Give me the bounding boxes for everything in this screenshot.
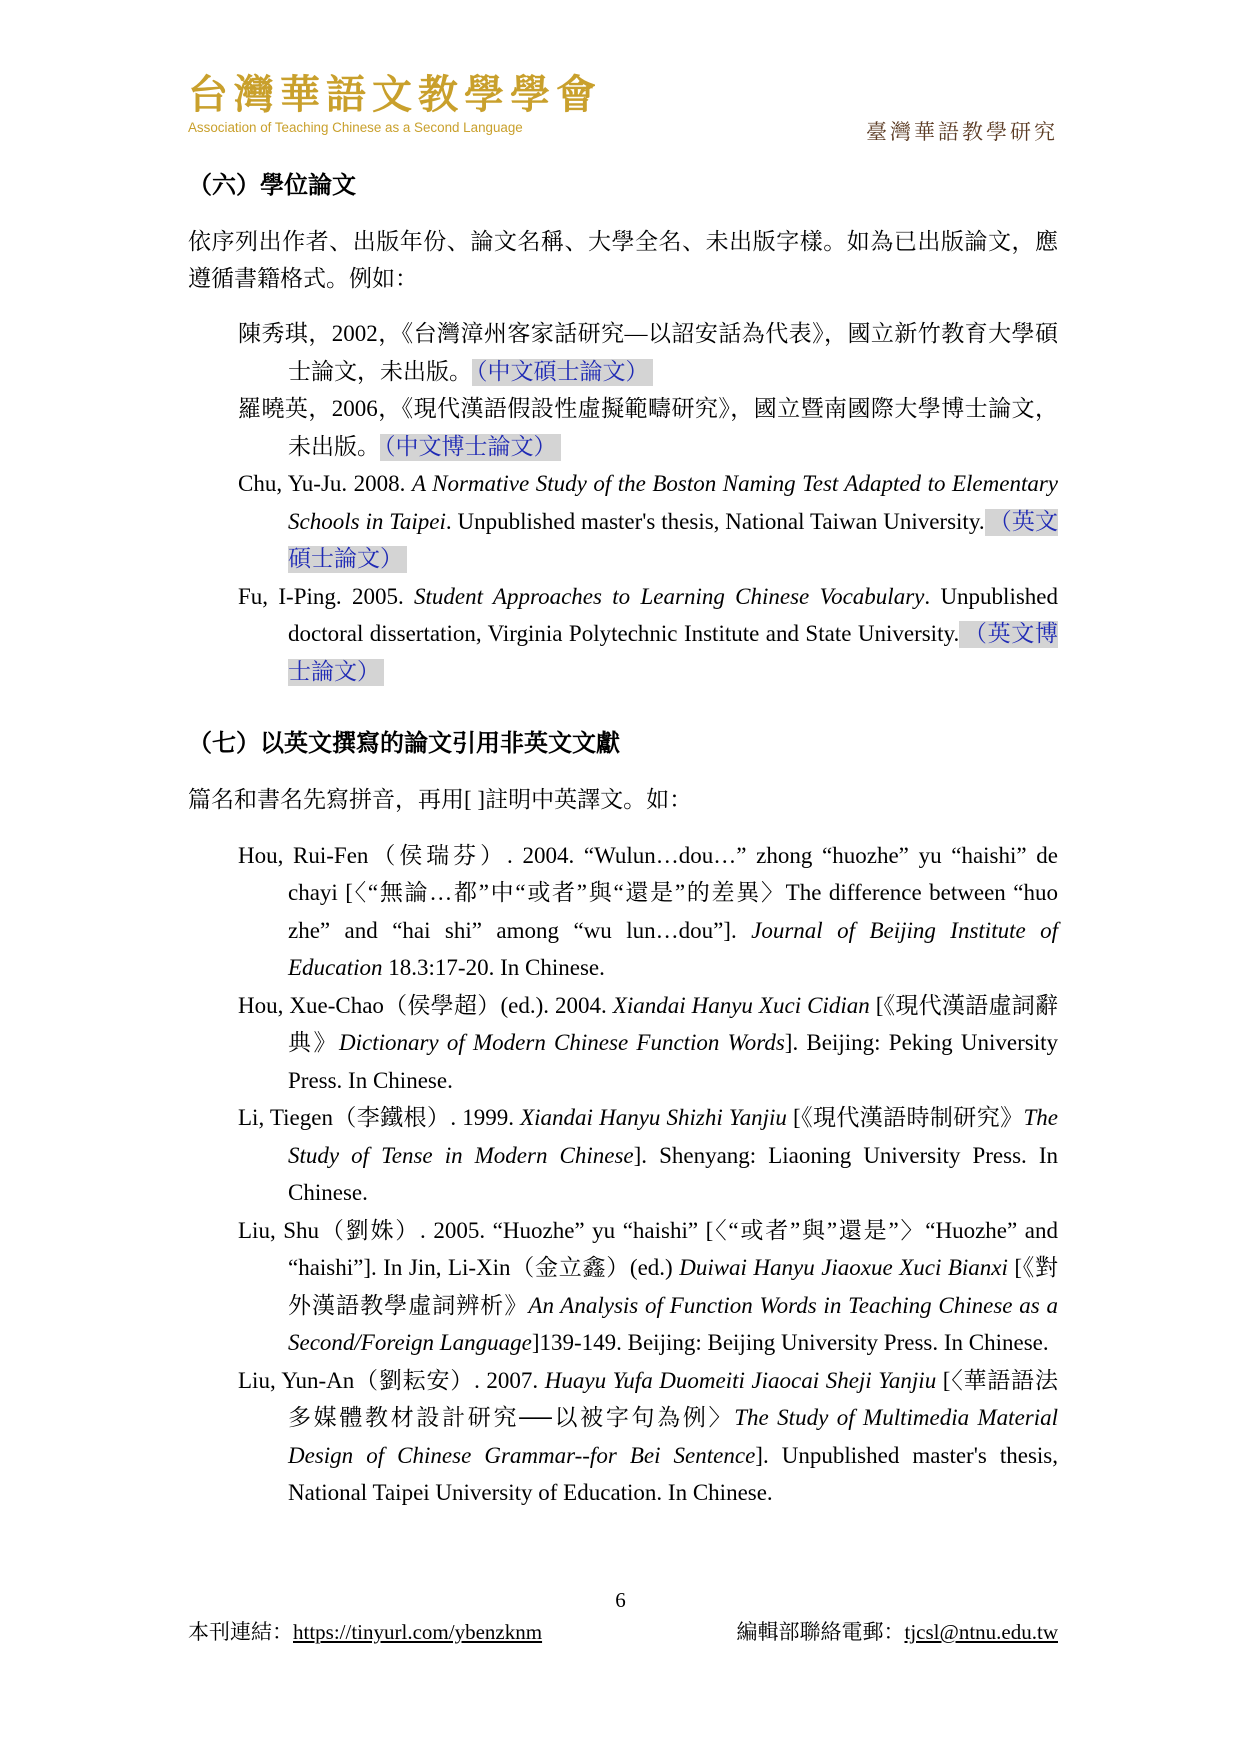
logo-english-text: Association of Teaching Chinese as a Second Language: [188, 120, 523, 135]
association-logo: [188, 71, 602, 136]
reference-item: [238, 1099, 1058, 1212]
reference-text: ]. Shenyang: Liaoning University Press. In Chinese.: [288, 1142, 1058, 1205]
reference-title: An Analysis of Function Words in Teaching Chinese as a Second/Foreign Language: [288, 1292, 1059, 1355]
reference-text: Fu, I-Ping. 2005.: [238, 583, 415, 609]
reference-item: [238, 578, 1058, 691]
reference-title: Xiandai Hanyu Shizhi Yanjiu: [520, 1105, 787, 1130]
reference-item: [238, 987, 1058, 1100]
reference-text: [《對外漢語教學虛詞辨析》: [288, 1255, 1058, 1318]
reference-text: [《現代漢語時制研究》: [786, 1105, 1024, 1130]
reference-list-degree-theses: [188, 315, 1058, 690]
footer-email-label: 編輯部聯絡電郵：: [736, 1620, 905, 1644]
reference-text: ]. Beijing: Peking University Press. In Chinese.: [288, 1030, 1059, 1093]
reference-text: 18.3:17-20. In Chinese.: [382, 955, 605, 980]
annotation-tag: （英文博士論文）: [288, 621, 1058, 684]
reference-title: Journal of Beijing Institute of Education: [288, 917, 1058, 980]
reference-title: Xiandai Hanyu Xuci Cidian: [612, 992, 870, 1018]
footer-link-label: 本刊連結：: [188, 1620, 293, 1644]
journal-title: 臺灣華語教學研究: [866, 120, 1058, 144]
section-heading-degree-theses: （六）學位論文: [188, 173, 356, 199]
reference-text: Liu, Shu（劉姝）. 2005. “Huozhe” yu “haishi” [〈“或者”與”還是”〉“Huozhe” and “haishi”]. In Jin, Li-Xin（金立鑫）(ed.): [238, 1217, 1058, 1280]
reference-title: The Study of Tense in Modern Chinese: [288, 1105, 1058, 1168]
reference-text: Hou, Xue-Chao（侯學超）(ed.). 2004.: [238, 992, 613, 1018]
section-spacer: [188, 690, 1058, 726]
reference-item: [238, 1362, 1058, 1512]
reference-text: Hou, Rui-Fen（侯瑞芬）. 2004. “Wulun…dou…” zhong “huozhe” yu “haishi” de chayi [〈“無論…都”中“或者”與“還是”的差異〉The difference between “huo zhe” and “hai shi” among “wu lun…dou”].: [238, 842, 1058, 943]
journal-url-link[interactable]: https://tinyurl.com/ybenzknm: [293, 1620, 543, 1644]
reference-title: Student Approaches to Learning Chinese Vocabulary: [414, 583, 925, 609]
reference-text: Liu, Yun-An（劉耘安）. 2007.: [238, 1367, 545, 1393]
reference-item: [238, 1212, 1058, 1362]
section-intro-degree-theses: 依序列出作者、出版年份、論文名稱、大學全名、未出版字樣。如為已出版論文，應遵循書籍格式。例如：: [188, 229, 1058, 291]
reference-text: . Unpublished master's thesis, National Taiwan University.: [445, 508, 985, 534]
annotation-tag: （英文碩士論文）: [288, 508, 1058, 571]
reference-item: [238, 465, 1058, 578]
reference-text: Chu, Yu-Ju. 2008.: [238, 471, 412, 496]
reference-title: Duiwai Hanyu Jiaoxue Xuci Bianxi: [679, 1255, 1008, 1280]
annotation-tag: （中文博士論文）: [380, 434, 561, 461]
reference-list-non-english-citations: [188, 837, 1058, 1512]
reference-text: . Unpublished doctoral dissertation, Virginia Polytechnic Institute and State University.: [288, 583, 1058, 646]
editorial-email-link[interactable]: tjcsl@ntnu.edu.tw: [904, 1620, 1058, 1644]
reference-title: A Normative Study of the Boston Naming Test Adapted to Elementary Schools in Taipei: [288, 471, 1058, 534]
section-heading-non-english-citations: （七）以英文撰寫的論文引用非英文文獻: [188, 731, 620, 757]
reference-title: Huayu Yufa Duomeiti Jiaocai Sheji Yanjiu: [544, 1367, 937, 1393]
section-intro-non-english-citations: 篇名和書名先寫拼音，再用[ ]註明中英譯文。如：: [188, 787, 693, 812]
footer-editorial-email: [737, 1616, 1059, 1646]
page-content: [188, 168, 1058, 1512]
reference-title: The Study of Multimedia Material Design of Chinese Grammar--for Bei Sentence: [288, 1405, 1059, 1468]
page-number: 6: [615, 1588, 626, 1612]
reference-text: ]. Unpublished master's thesis, National Taipei University of Education. In Chinese.: [288, 1442, 1058, 1505]
reference-text: [《現代漢語虛詞辭典》: [288, 992, 1058, 1055]
reference-text: 羅曉英，2006，《現代漢語假設性虛擬範疇研究》，國立暨南國際大學博士論文，未出版。: [238, 396, 1058, 459]
logo-chinese-text: 台灣華語文教學學會: [188, 71, 602, 118]
reference-text: 陳秀琪，2002，《台灣漳州客家話研究—以詔安話為代表》，國立新竹教育大學碩士論文，未出版。: [238, 321, 1058, 384]
reference-text: ]139-149. Beijing: Beijing University Press. In Chinese.: [531, 1330, 1049, 1355]
footer-journal-link: [188, 1616, 542, 1646]
reference-text: [〈華語語法多媒體教材設計研究──以被字句為例〉: [288, 1367, 1058, 1430]
annotation-tag: （中文碩士論文）: [472, 359, 653, 386]
reference-item: [238, 390, 1058, 465]
reference-text: Li, Tiegen（李鐵根）. 1999.: [238, 1105, 521, 1130]
reference-title: Dictionary of Modern Chinese Function Words: [338, 1030, 785, 1055]
reference-item: [238, 837, 1058, 987]
reference-item: [238, 315, 1058, 390]
